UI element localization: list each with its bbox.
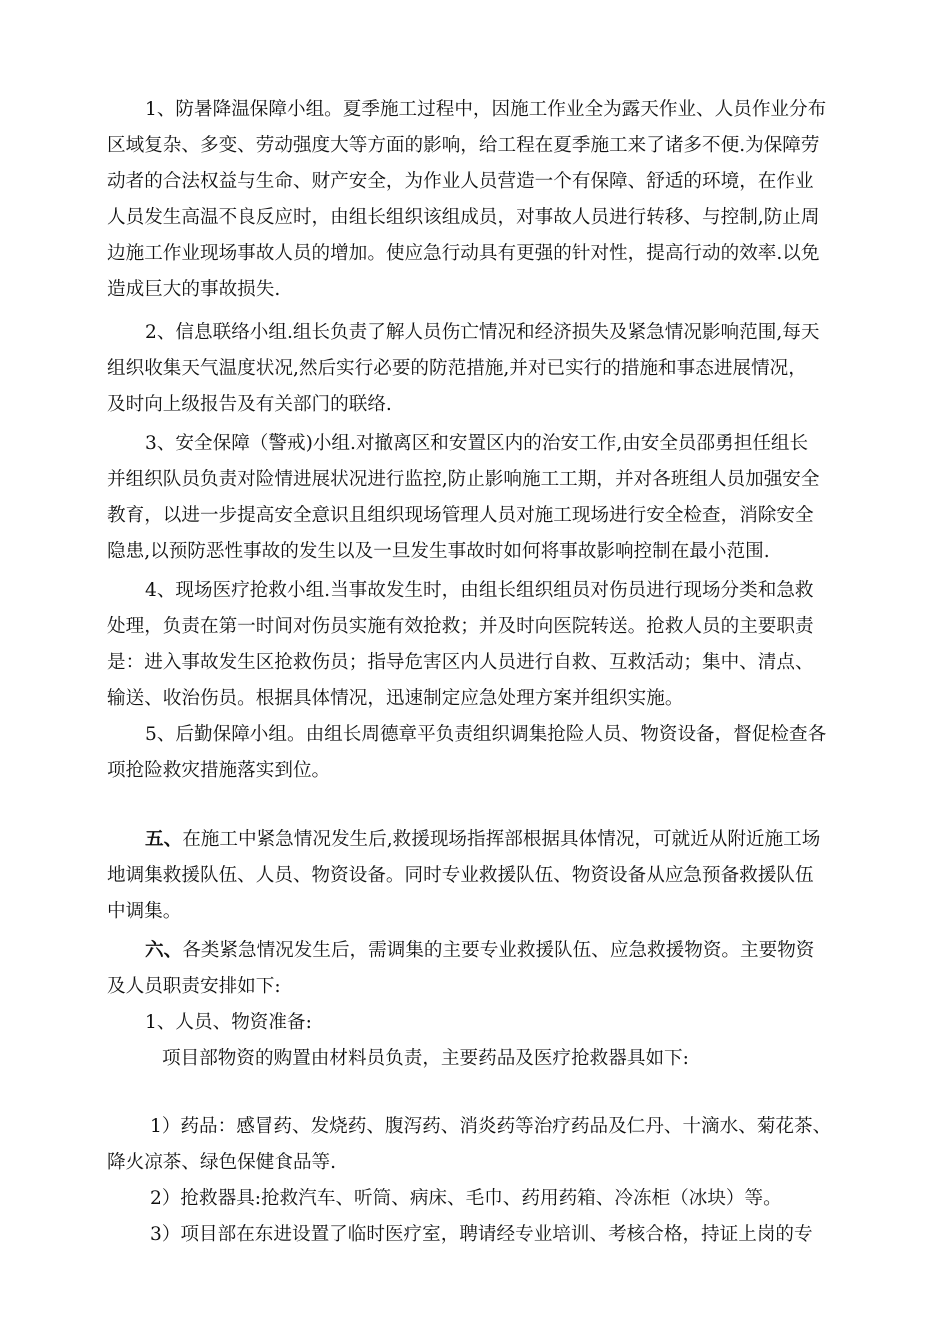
text-line: 隐患,以预防恶性事故的发生以及一旦发生事故时如何将事故影响控制在最小范围. — [107, 541, 770, 562]
text-line: 4、现场医疗抢救小组.当事故发生时，由组长组织组员对伤员进行现场分类和急救 — [145, 580, 814, 601]
text-line: 区域复杂、多变、劳动强度大等方面的影响，给工程在夏季施工来了诸多不便.为保障劳 — [107, 135, 820, 156]
text-line: 组织收集天气温度状况,然后实行必要的防范措施,并对已实行的措施和事态进展情况， — [107, 358, 807, 379]
text-line: 人员发生高温不良反应时，由组长组织该组成员，对事故人员进行转移、与控制,防止周 — [107, 207, 820, 228]
text-line: 降火凉茶、绿色保健食品等. — [107, 1152, 337, 1173]
section-heading: 五、 — [145, 829, 183, 850]
section-five-line — [145, 827, 820, 853]
text-line: 造成巨大的事故损失. — [107, 279, 281, 300]
text-line: 是：进入事故发生区抢救伤员；指导危害区内人员进行自救、互救活动；集中、清点、 — [107, 652, 814, 673]
text-line: 1、防暑降温保障小组。夏季施工过程中，因施工作业全为露天作业、人员作业分布 — [145, 99, 827, 120]
section-six-line — [145, 938, 814, 964]
text-line: 1）药品：感冒药、发烧药、腹泻药、消炎药等治疗药品及仁丹、十滴水、菊花茶、 — [150, 1116, 832, 1137]
text-line: 教育，以进一步提高安全意识且组织现场管理人员对施工现场进行安全检查，消除安全 — [107, 505, 814, 526]
text-line: 2、信息联络小组.组长负责了解人员伤亡情况和经济损失及紧急情况影响范围,每天 — [145, 322, 820, 343]
text-line: 中调集。 — [107, 901, 182, 922]
text-line: 2）抢救器具:抢救汽车、听筒、病床、毛巾、药用药箱、冷冻柜（冰块）等。 — [150, 1188, 782, 1209]
text-line: 3）项目部在东进设置了临时医疗室，聘请经专业培训、考核合格，持证上岗的专 — [150, 1224, 813, 1245]
text-line: 处理，负责在第一时间对伤员实施有效抢救；并及时向医院转送。抢救人员的主要职责 — [107, 616, 814, 637]
text-line: 边施工作业现场事故人员的增加。使应急行动具有更强的针对性，提高行动的效率.以免 — [107, 243, 820, 264]
text-line: 地调集救援队伍、人员、物资设备。同时专业救援队伍、物资设备从应急预备救援队伍 — [107, 865, 814, 886]
section-heading: 六、 — [145, 940, 183, 961]
text-line: 动者的合法权益与生命、财产安全，为作业人员营造一个有保障、舒适的环境，在作业 — [107, 171, 814, 192]
text-line: 3、安全保障（警戒)小组.对撤离区和安置区内的治安工作,由安全员邵勇担任组长 — [145, 433, 809, 454]
text-line: 输送、收治伤员。根据具体情况，迅速制定应急处理方案并组织实施。 — [107, 688, 684, 709]
text-line: 及人员职责安排如下: — [107, 976, 281, 997]
text-line: 1、人员、物资准备: — [145, 1012, 312, 1033]
text-line: 及时向上级报告及有关部门的联络. — [107, 394, 392, 415]
text-line: 项目部物资的购置由材料员负责，主要药品及医疗抢救器具如下: — [162, 1048, 689, 1069]
text-line: 各类紧急情况发生后，需调集的主要专业救援队伍、应急救援物资。主要物资 — [182, 940, 815, 961]
text-line: 并组织队员负责对险情进展状况进行监控,防止影响施工工期，并对各班组人员加强安全 — [107, 469, 820, 490]
text-line: 项抢险救灾措施落实到位。 — [107, 760, 331, 781]
text-line: 在施工中紧急情况发生后,救援现场指挥部根据具体情况，可就近从附近施工场 — [182, 829, 821, 850]
text-line: 5、后勤保障小组。由组长周德章平负责组织调集抢险人员、物资设备，督促检查各 — [145, 724, 827, 745]
